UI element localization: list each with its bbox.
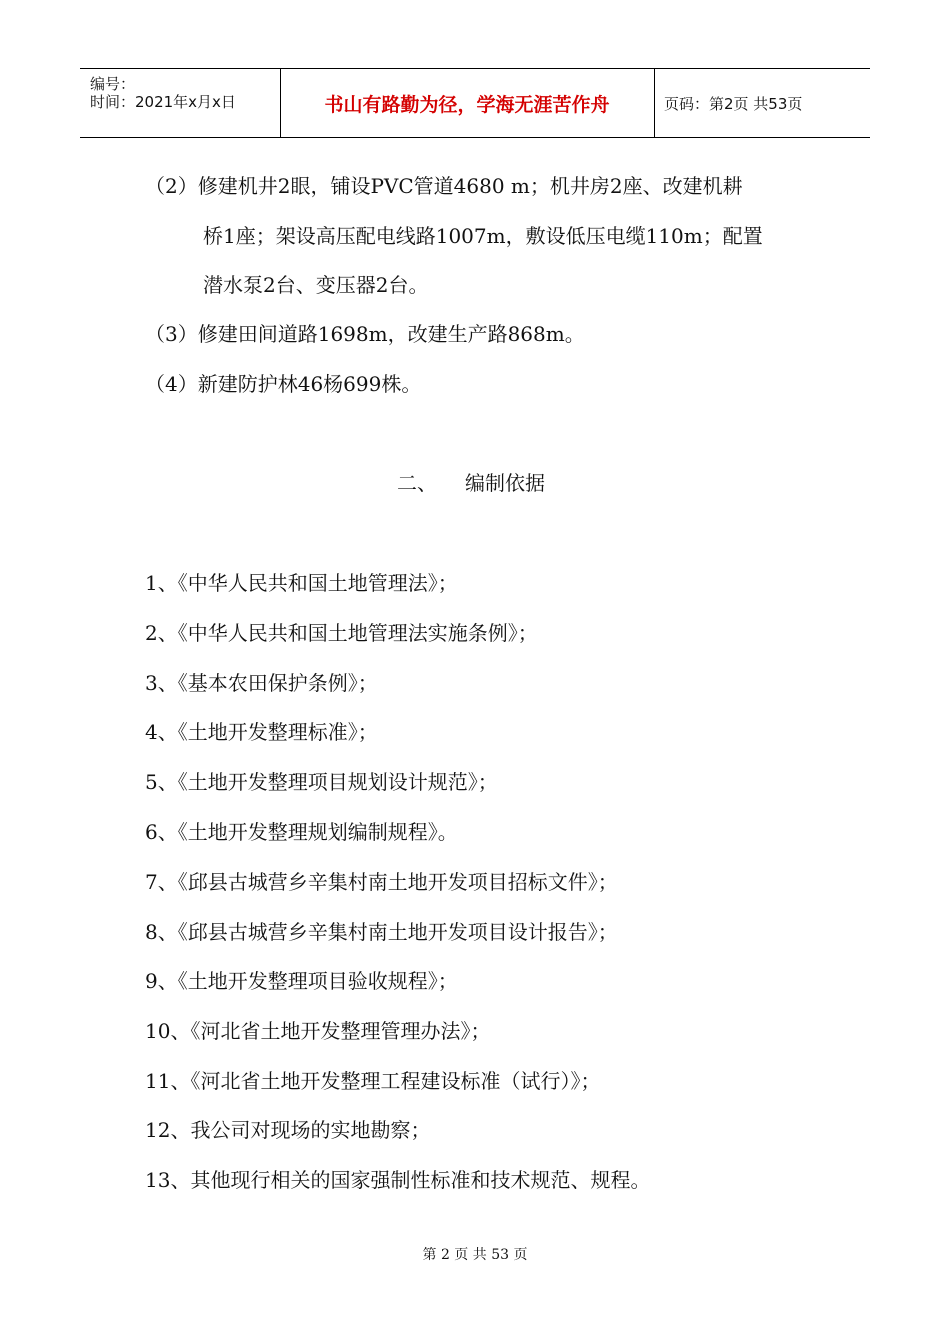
page-header [80, 68, 870, 138]
basis-item: 10、《河北省土地开发整理管理办法》； [145, 1019, 491, 1043]
work-item-2-line-2: 桥1座；架设高压配电线路1007m，敷设低压电缆110m；配置 [203, 224, 763, 248]
basis-item: 3、《基本农田保护条例》； [145, 671, 378, 695]
header-divider [654, 69, 655, 137]
basis-item: 11、《河北省土地开发整理工程建设标准（试行）》； [145, 1069, 601, 1093]
basis-item: 5、《土地开发整理项目规划设计规范》； [145, 770, 498, 794]
basis-item: 4、《土地开发整理标准》； [145, 720, 378, 744]
section-number: 二、 [397, 471, 437, 495]
basis-item: 2、《中华人民共和国土地管理法实施条例》； [145, 621, 538, 645]
document-number-label: 编号： [90, 75, 136, 93]
basis-item: 7、《邱县古城营乡辛集村南土地开发项目招标文件》； [145, 870, 618, 894]
basis-item: 1、《中华人民共和国土地管理法》； [145, 571, 458, 595]
work-item-2-line-3: 潜水泵2台、变压器2台。 [203, 273, 429, 297]
document-time-label: 时间：2021年x月x日 [90, 93, 236, 111]
basis-item: 6、《土地开发整理规划编制规程》。 [145, 820, 458, 844]
header-motto: 书山有路勤为径，学海无涯苦作舟 [324, 93, 610, 116]
header-meta [80, 69, 280, 137]
section-title: 编制依据 [465, 471, 545, 495]
basis-item: 8、《邱县古城营乡辛集村南土地开发项目设计报告》； [145, 920, 618, 944]
page-footer: 第 2 页 共 53 页 [422, 1247, 528, 1263]
basis-item: 12、我公司对现场的实地勘察； [145, 1118, 431, 1142]
work-item-2-line-1: （2）修建机井2眼，铺设PVC管道4680 m；机井房2座、改建机耕 [145, 174, 743, 198]
header-page-info: 页码：第2页 共53页 [664, 94, 803, 113]
basis-item: 13、其他现行相关的国家强制性标准和技术规范、规程。 [145, 1168, 651, 1192]
work-item-4: （4）新建防护林46杨699株。 [145, 372, 422, 396]
basis-item: 9、《土地开发整理项目验收规程》； [145, 969, 458, 993]
work-item-3: （3）修建田间道路1698m，改建生产路868m。 [145, 322, 585, 346]
